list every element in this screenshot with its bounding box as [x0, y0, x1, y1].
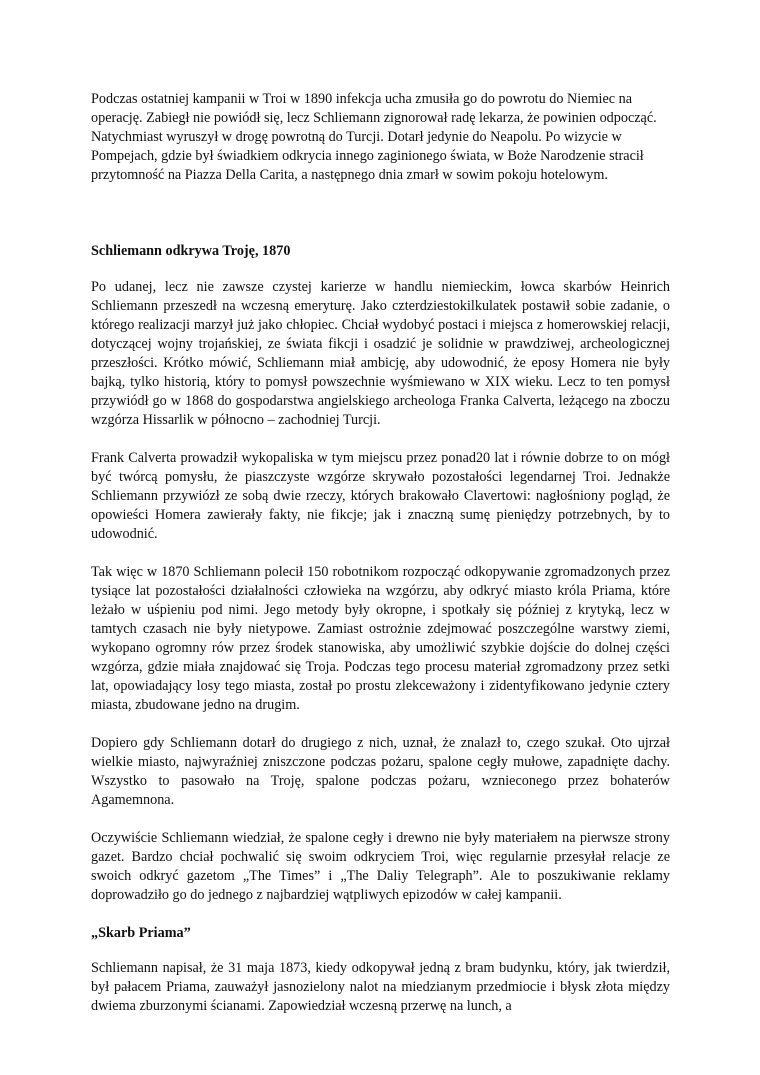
- last-paragraph: Schliemann napisał, że 31 maja 1873, kiedy odkopywał jedną z bram budynku, który, jak twierdził, był pałacem Priama, zauważył jasnozielony nalot na miedzianym przedmiocie i błysk złota między dwiema zburzonymi ścianami. Zapowiedział wczesną przerwę na lunch, a: [91, 960, 670, 1014]
- body-paragraph: Tak więc w 1870 Schliemann polecił 150 robotnikom rozpocząć odkopywanie zgromadzonych przez tysiące lat pozostałości działalności człowieka na wzgórzu, aby odkryć miasto króla Priama, które leżało w uśpieniu pod nimi. Jego metody były okropne, i spotkały się później z krytyką, lecz w tamtych czasach nie były nietypowe. Zamiast ostrożnie zdejmować poszczególne warstwy ziemi, wykopano ogromny rów przez środek stanowiska, aby umożliwić szybkie dojście do dolnej części wzgórza, gdzie miała znajdować się Troja. Podczas tego procesu materiał zgromadzony przez setki lat, opowiadający losy tego miasta, został po prostu zlekceważony i zidentyfikowano jedynie cztery miasta, zbudowane jedno na drugim.: [91, 564, 670, 713]
- body-paragraph: Po udanej, lecz nie zawsze czystej karierze w handlu niemieckim, łowca skarbów Heinrich Schliemann przeszedł na wczesną emeryturę. Jako czterdziestokilkulatek postawił sobie zadanie, o którego realizacji marzył już jako chłopiec. Chciał wydobyć postaci i miejsca z homerowskiej relacji, dotyczącej wojny trojańskiej, ze świata fikcji i osadzić je solidnie w prawdziwej, archeologicznej przeszłości. Krótko mówić, Schliemann miał ambicję, aby udowodnić, że eposy Homera nie były bajką, tylko historią, który to pomysł powszechnie wyśmiewano w XIX wieku. Lecz to ten pomysł przywiódł go w 1868 do gospodarstwa angielskiego archeologa Franka Calverta, leżącego na zboczu wzgórza Hissarlik w północno – zachodniej Turcji.: [91, 279, 670, 428]
- section-heading-troy: Schliemann odkrywa Troję, 1870: [91, 243, 291, 259]
- body-paragraph: Dopiero gdy Schliemann dotarł do drugiego z nich, uznał, że znalazł to, czego szukał. Oto ujrzał wielkie miasto, najwyraźniej zniszczone podczas pożaru, spalone cegły mułowe, zapadnięte dachy. Wszystko to pasowało na Troję, spalone podczas pożaru, wznieconego przez bohaterów Agamemnona.: [91, 735, 670, 808]
- body-paragraph: Frank Calverta prowadził wykopaliska w tym miejscu przez ponad20 lat i równie dobrze to on mógł być twórcą pomysłu, że piaszczyste wzgórze skrywało pozostałości legendarnej Troi. Jednakże Schliemann przywiózł ze sobą dwie rzeczy, których brakowało Clavertowi: nagłośniony pogląd, że opowieści Homera zawierały fakty, nie fikcje; jak i znaczną sumę pieniędzy potrzebnych, by to udowodnić.: [91, 450, 670, 542]
- document-body: [91, 90, 670, 1035]
- section-heading-priam-treasure: „Skarb Priama”: [91, 925, 191, 941]
- intro-paragraph: Podczas ostatniej kampanii w Troi w 1890 infekcja ucha zmusiła go do powrotu do Niemiec na operację. Zabiegł nie powiódł się, lecz Schliemann zignorował radę lekarza, że powinien odpocząć. Natychmiast wyruszył w drogę powrotną do Turcji. Dotarł jedynie do Neapolu. Po wizycie w Pompejach, gdzie był świadkiem odkrycia innego zaginionego świata, w Boże Narodzenie stracił przytomność na Piazza Della Carita, a następnego dnia zmarł w sowim pokoju hotelowym.: [91, 91, 657, 183]
- body-paragraph: Oczywiście Schliemann wiedział, że spalone cegły i drewno nie były materiałem na pierwsze strony gazet. Bardzo chciał pochwalić się swoim odkryciem Troi, więc regularnie przesyłał relacje ze swoich odkryć gazetom „The Times” i „The Daliy Telegraph”. Ale to poszukiwanie reklamy doprowadziło go do jednego z najbardziej wątpliwych epizodów w całej kampanii.: [91, 830, 670, 903]
